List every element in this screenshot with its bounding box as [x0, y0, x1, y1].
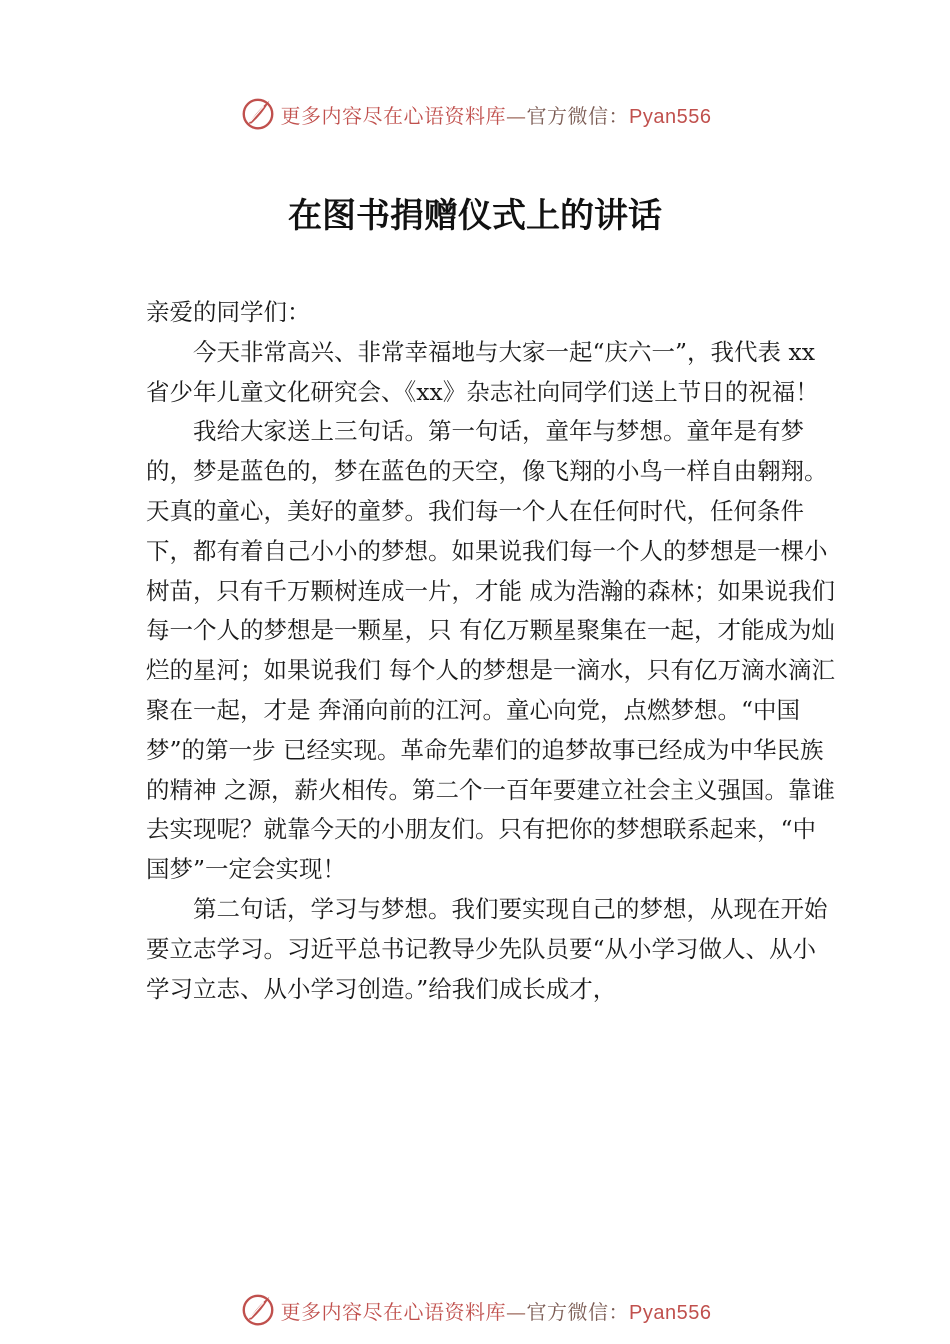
header-official-label: 官方微信：	[526, 103, 630, 128]
footer-text	[281, 1296, 712, 1325]
quill-logo-icon	[239, 1291, 277, 1329]
footer-slogan: 更多内容尽在心语资料库	[280, 1299, 507, 1324]
header-separator: —	[506, 103, 527, 128]
header-text	[281, 100, 712, 129]
paragraph-2: 我给大家送上三句话。第一句话，童年与梦想。童年是有梦的，梦是蓝色的，梦在蓝色的天空，像飞翔的小鸟一样自由翱翔。天真的童心，美好的童梦。我们每一个人在任何时代，任何条件下，都有着自己小小的梦想。如果说我们每一个人的梦想是一棵小树苗，只有千万颗树连成一片，才能 成为浩瀚的森林；如果说我们每一个人的梦想是一颗星，只 有亿万颗星聚集在一起，才能成为灿烂的星河；如果说我们 每个人的梦想是一滴水，只有亿万滴水滴汇聚在一起，才是 奔涌向前的江河。童心向党，点燃梦想。“中国梦”的第一步 已经实现。革命先辈们的追梦故事已经成为中华民族的精神 之源，薪火相传。第二个一百年要建立社会主义强国。靠谁 去实现呢？就靠今天的小朋友们。只有把你的梦想联系起来，“中国梦”一定会实现！	[146, 417, 835, 884]
footer-wechat-id: Pyan556	[629, 1301, 712, 1324]
document-body	[146, 293, 836, 1009]
paragraph-1: 今天非常高兴、非常幸福地与大家一起“庆六一”，我代表 xx 省少年儿童文化研究会、《xx》杂志社向同学们送上节日的祝福！	[146, 337, 819, 406]
header-wechat-id: Pyan556	[629, 105, 712, 128]
header-banner	[0, 92, 950, 136]
quill-logo-icon	[239, 95, 277, 133]
paragraph-3: 第二句话，学习与梦想。我们要实现自己的梦想，从现在开始要立志学习。习近平总书记教导少先队员要“从小学习做人、从小学习立志、从小学习创造。”给我们成长成才，	[146, 894, 828, 1003]
document-title: 在图书捐赠仪式上的讲话	[288, 196, 662, 236]
footer-official-label: 官方微信：	[526, 1299, 630, 1324]
salutation: 亲爱的同学们：	[146, 298, 311, 326]
footer-separator: —	[506, 1299, 527, 1324]
header-slogan: 更多内容尽在心语资料库	[280, 103, 507, 128]
footer-banner	[0, 1288, 950, 1332]
